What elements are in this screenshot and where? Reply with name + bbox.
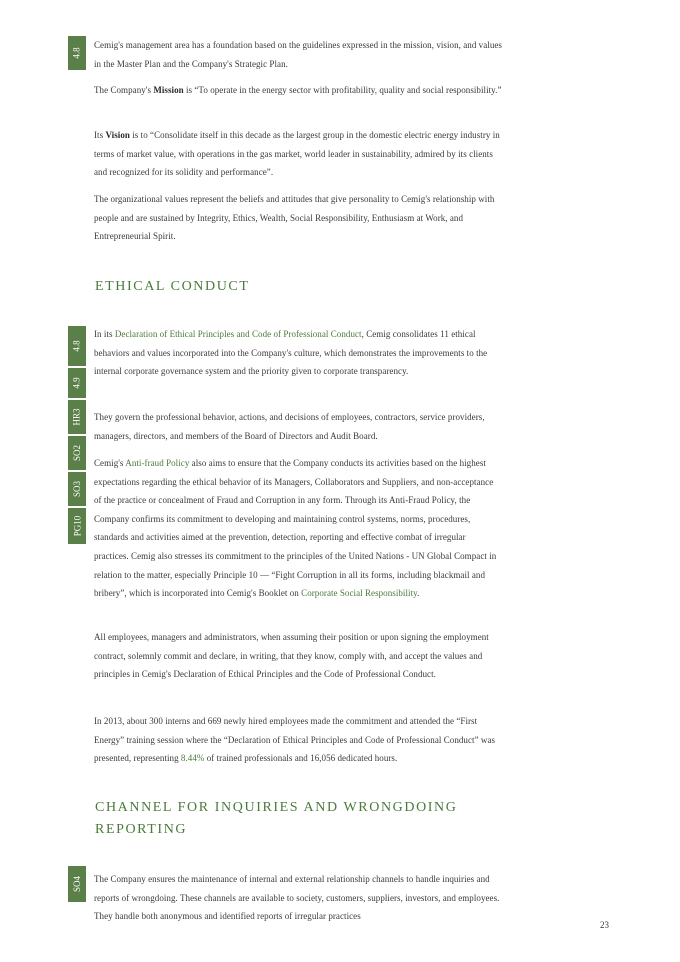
- csr-booklet-link[interactable]: Corporate Social Responsibility: [301, 588, 418, 599]
- gri-tag-so4: [68, 866, 86, 902]
- gri-tag-4-8: [68, 326, 86, 366]
- gri-tag-4-8-top: [68, 36, 86, 70]
- gri-tag-hr3: [68, 400, 86, 434]
- gri-tag-label: SO4: [71, 875, 82, 893]
- gri-tag-label: SO2: [71, 444, 82, 462]
- declaration-link[interactable]: Declaration of Ethical Principles and Code of Professional Conduct: [114, 329, 362, 339]
- intro-paragraph-values: The organizational values represent the beliefs and attitudes that give personality to Cemig's relationship with people and are sustained by Integrity, Ethics, Wealth, Social Responsibility, Enthusiasm at Work, and Entrepreneurial Spirit.: [94, 194, 495, 242]
- ethical-paragraph-antifraud: Cemig's Anti-fraud Policy also aims to ensure that the Company conducts its activities based on the highest expectations regarding the ethical behavior of its Managers, Collaborators and Suppliers, and non-acceptance of the practice or concealment of Fraud and Corruption in any form. Through its Anti-Fraud Policy, the Company confirms its commitment to developing and maintaining control systems, norms, procedures, standards and activities aimed at the prevention, detection, reporting and effective combat of irregular practices. Cemig also stresses its commitment to the principles of the United Nations - UN Global Compact in relation to the matter, especially Principle 10 — “Fight Corruption in all its forms, including blackmail and bribery”, which is incorporated into Cemig's Booklet on Corporate Social Responsibility.: [94, 458, 497, 599]
- intro-paragraph-mission: The Company's Mission is “To operate in the energy sector with profitability, quality and social responsibility.”: [94, 85, 502, 95]
- gri-tag-pg10: [68, 508, 86, 544]
- gri-tag-4-9: [68, 368, 86, 398]
- anti-fraud-policy-link[interactable]: Anti-fraud Policy: [125, 458, 190, 468]
- gri-tag-label: 4.9: [72, 377, 82, 389]
- gri-tag-label: HR3: [71, 408, 82, 426]
- gri-tag-label: SO3: [71, 480, 82, 498]
- channel-paragraph: The Company ensures the maintenance of internal and external relationship channels to handle inquiries and reports of wrongdoing. These channels are available to society, customers, suppliers, investors, and employees. They handle both anonymous and identified reports of irregular practices: [94, 874, 500, 922]
- intro-paragraph-management: Cemig's management area has a foundation based on the guidelines expressed in the mission, vision, and values in the Master Plan and the Company's Strategic Plan.: [94, 40, 502, 69]
- mission-term: Mission: [153, 85, 184, 95]
- gri-tag-label: PG10: [72, 515, 83, 537]
- vision-term: Vision: [105, 130, 130, 140]
- channel-heading: CHANNEL FOR INQUIRIES AND WRONGDOING REPORTING: [95, 800, 458, 837]
- ethical-paragraph-commitment: All employees, managers and administrators, when assuming their position or upon signing the employment contract, solemnly commit and declare, in writing, that they know, comply with, and accept the values and principles in Cemig's Declaration of Ethical Principles and the Code of Professional Conduct.: [94, 632, 489, 680]
- gri-tag-so2: [68, 436, 86, 470]
- trained-percentage: 8.44%: [180, 753, 205, 764]
- page-number: 23: [600, 920, 609, 930]
- gri-tag-so3: [68, 472, 86, 506]
- ethical-paragraph-training: In 2013, about 300 interns and 669 newly hired employees made the commitment and attended the “First Energy” training session where the “Declaration of Ethical Principles and Code of Professional Conduct” was presented, representing 8.44% of trained professionals and 16,056 dedicated hours.: [94, 716, 496, 764]
- ethical-conduct-heading: ETHICAL CONDUCT: [95, 279, 250, 294]
- intro-paragraph-vision: Its Vision is to “Consolidate itself in this decade as the largest group in the domestic electric energy industry in terms of market value, with operations in the gas market, world leader in sustainability, admired by its clients and recognized for its solidity and performance”.: [94, 130, 500, 178]
- ethical-paragraph-declaration: In its Declaration of Ethical Principles and Code of Professional Conduct, Cemig consolidates 11 ethical behaviors and values incorporated into the Company's culture, which demonstrates the improvements to the internal corporate governance system and the priority given to corporate transparency.: [94, 329, 488, 377]
- ethical-paragraph-govern: They govern the professional behavior, actions, and decisions of employees, contractors, service providers, managers, directors, and members of the Board of Directors and Audit Board.: [94, 412, 485, 441]
- gri-tag-label: 4.8: [72, 340, 82, 352]
- gri-tag-label: 4.8: [72, 47, 82, 59]
